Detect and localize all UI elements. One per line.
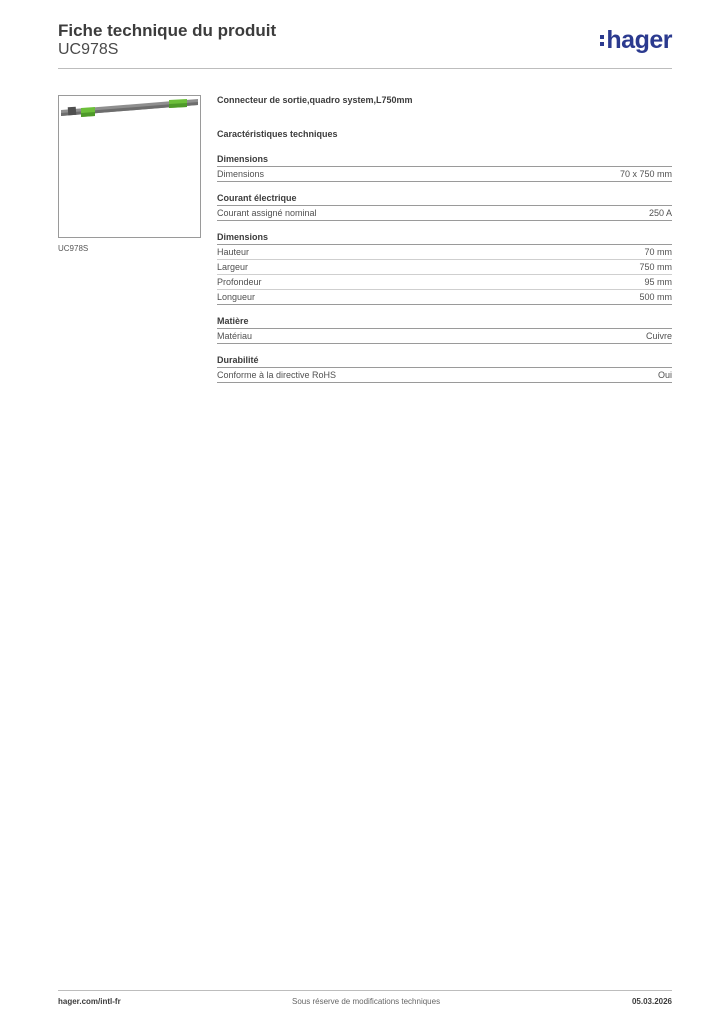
spec-row bbox=[217, 260, 672, 275]
spec-value: 500 mm bbox=[639, 292, 672, 302]
spec-row bbox=[217, 167, 672, 182]
logo-wordmark: hager bbox=[606, 26, 672, 54]
spec-value: 95 mm bbox=[644, 277, 672, 287]
spec-label: Courant assigné nominal bbox=[217, 208, 317, 218]
footer-website-link[interactable]: hager.com/intl-fr bbox=[58, 997, 121, 1006]
spec-row bbox=[217, 245, 672, 260]
spec-label: Hauteur bbox=[217, 247, 250, 257]
document-title: Fiche technique du produit bbox=[58, 21, 277, 40]
spec-value: 750 mm bbox=[639, 262, 672, 272]
product-image bbox=[58, 95, 201, 238]
spec-group-durability bbox=[217, 355, 672, 383]
product-name: Connecteur de sortie,quadro system,L750mm bbox=[217, 95, 413, 105]
spec-row bbox=[217, 275, 672, 290]
spec-value: 70 x 750 mm bbox=[619, 169, 672, 179]
spec-row bbox=[217, 290, 672, 305]
hager-logo bbox=[600, 28, 672, 52]
spec-value: 70 mm bbox=[644, 247, 672, 257]
spec-group-title: Durabilité bbox=[217, 355, 672, 368]
spec-group-title: Dimensions bbox=[217, 154, 672, 167]
spec-group-size bbox=[217, 232, 672, 305]
busbar-connector-icon bbox=[59, 96, 200, 237]
logo-dots-icon bbox=[600, 35, 604, 46]
spec-group-dimensions bbox=[217, 154, 672, 182]
product-reference: UC978S bbox=[58, 41, 119, 58]
spec-row bbox=[217, 206, 672, 221]
specs-heading: Caractéristiques techniques bbox=[217, 129, 338, 139]
spec-label: Conforme à la directive RoHS bbox=[217, 370, 337, 380]
spec-label: Largeur bbox=[217, 262, 249, 272]
image-caption: UC978S bbox=[58, 244, 89, 253]
technical-specs bbox=[217, 95, 672, 394]
header-divider bbox=[58, 68, 672, 69]
spec-row bbox=[217, 368, 672, 383]
spec-value: 250 A bbox=[648, 208, 672, 218]
footer-divider bbox=[58, 990, 672, 991]
page-header bbox=[58, 20, 672, 68]
spec-row bbox=[217, 329, 672, 344]
spec-group-title: Dimensions bbox=[217, 232, 672, 245]
spec-label: Longueur bbox=[217, 292, 256, 302]
spec-label: Profondeur bbox=[217, 277, 262, 287]
spec-label: Matériau bbox=[217, 331, 253, 341]
footer-date: 05.03.2026 bbox=[631, 997, 672, 1006]
page-footer bbox=[58, 997, 672, 1011]
spec-value: Cuivre bbox=[645, 331, 672, 341]
footer-notice: Sous réserve de modifications techniques bbox=[292, 997, 441, 1006]
spec-group-title: Matière bbox=[217, 316, 672, 329]
spec-group-current bbox=[217, 193, 672, 221]
spec-label: Dimensions bbox=[217, 169, 265, 179]
spec-group-material bbox=[217, 316, 672, 344]
spec-group-title: Courant électrique bbox=[217, 193, 672, 206]
spec-value: Oui bbox=[657, 370, 672, 380]
